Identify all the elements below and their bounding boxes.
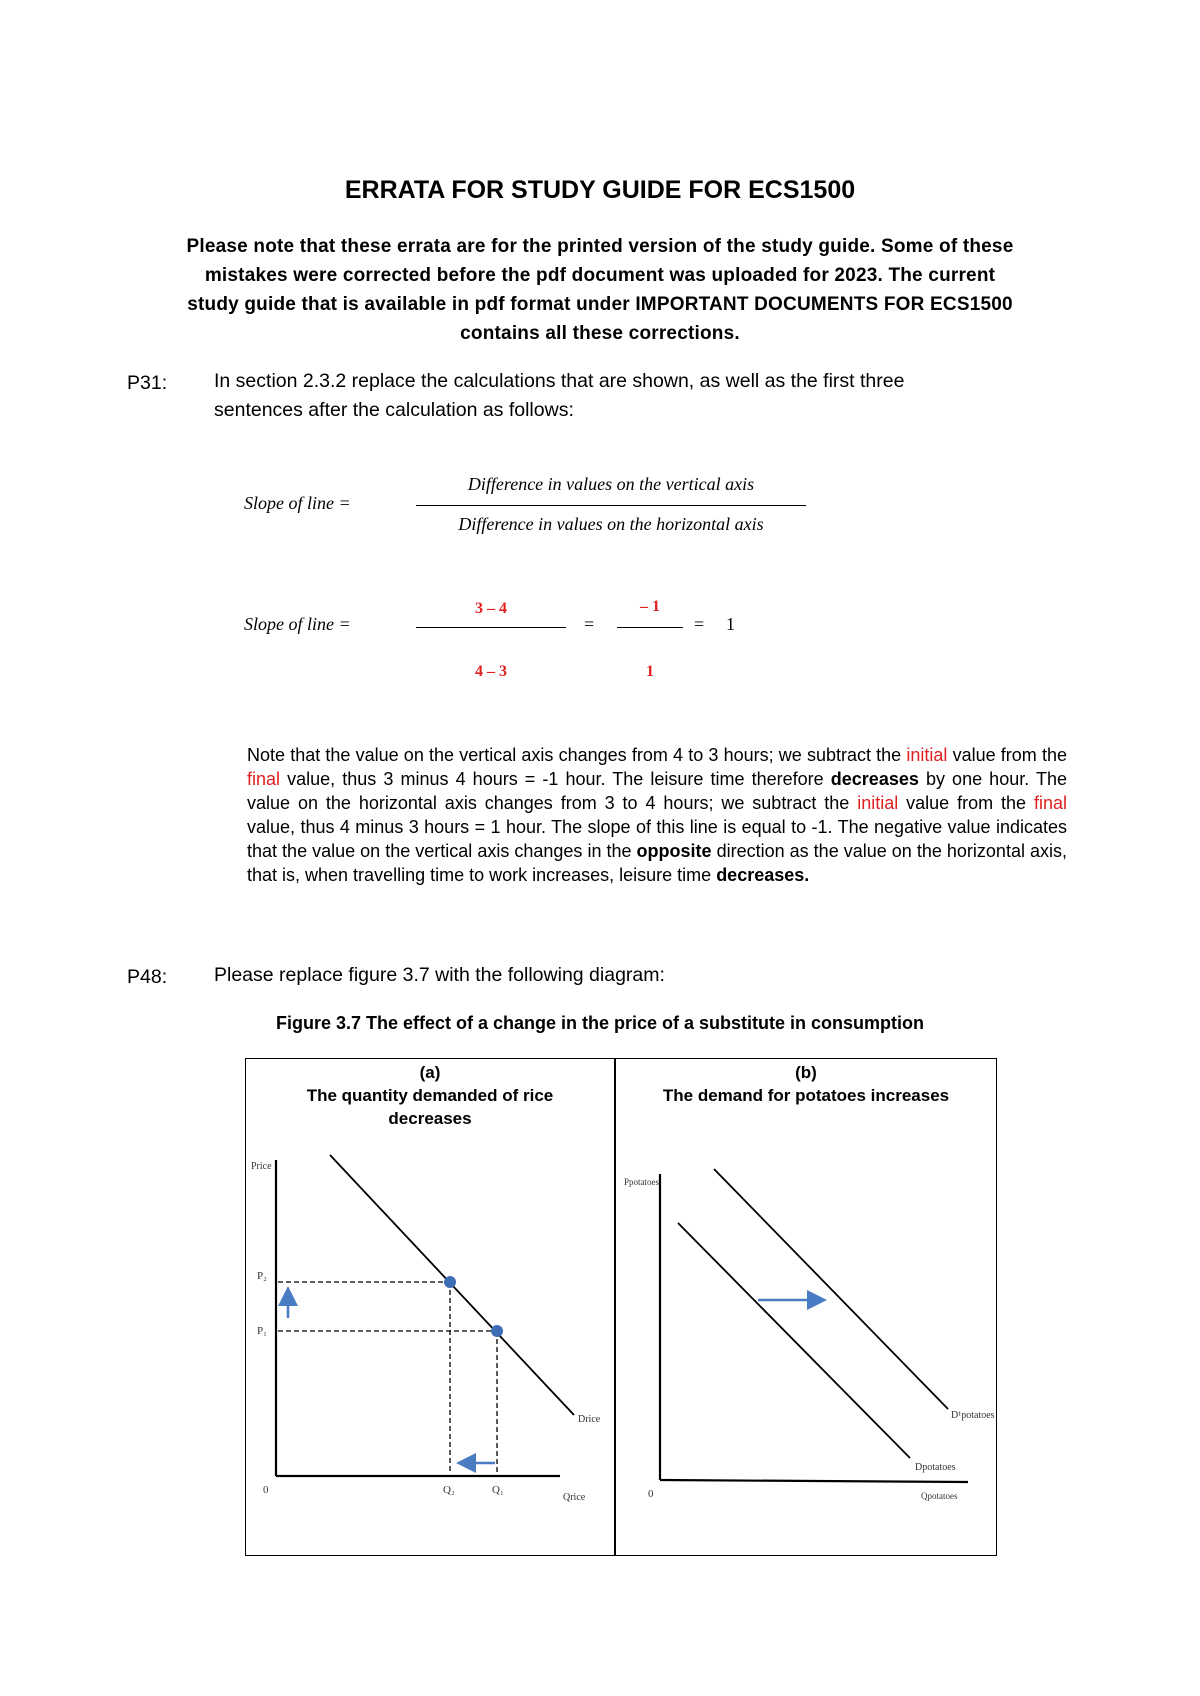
panel-a-p2-label: P₂ bbox=[257, 1270, 267, 1282]
panel-b-curve-original-label: Dpotatoes bbox=[915, 1462, 956, 1473]
panel-b-x-axis-label: Qpotatoes bbox=[921, 1491, 958, 1501]
p31-line-1: In section 2.3.2 replace the calculations that are shown, as well as the first three bbox=[214, 370, 905, 392]
panel-b-x-axis bbox=[660, 1480, 968, 1482]
para-text-4: by one hour. The value on the horizontal axis changes from 3 to 4 hours; we subtract the bbox=[247, 769, 1067, 813]
calc-lhs: Slope of line = bbox=[244, 614, 351, 634]
para-final-2: final bbox=[1033, 793, 1068, 813]
panel-b-demand-curve-original bbox=[678, 1223, 910, 1458]
para-text-3: value, thus 3 minus 4 hours = -1 hour. The leisure time therefore bbox=[280, 769, 831, 789]
calc-denominator-1: 4 – 3 bbox=[475, 663, 507, 680]
panel-a-origin: 0 bbox=[263, 1484, 269, 1496]
panel-b-title-1: The demand for potatoes increases bbox=[662, 1086, 950, 1105]
panel-b-origin: 0 bbox=[648, 1488, 654, 1500]
calc-equals-1: = bbox=[584, 614, 595, 634]
panel-a-x-axis-label: Qrice bbox=[563, 1492, 586, 1503]
panel-a-letter: (a) bbox=[419, 1063, 441, 1082]
calc-result: 1 bbox=[726, 614, 735, 634]
para-text-5: value from the bbox=[898, 793, 1034, 813]
calc-denominator-2: 1 bbox=[646, 663, 654, 680]
para-decreases-2: decreases. bbox=[716, 865, 810, 885]
panel-b-y-axis-label: Ppotatoes bbox=[624, 1177, 659, 1187]
para-final-1: final bbox=[247, 769, 281, 789]
panel-b-demand-curve-new bbox=[714, 1169, 948, 1409]
p48-label: P48: bbox=[127, 966, 168, 988]
para-text-2: value from the bbox=[947, 745, 1067, 765]
panel-a-point-p1q1 bbox=[491, 1325, 503, 1337]
p31-label: P31: bbox=[127, 372, 168, 394]
figure-title: Figure 3.7 The effect of a change in the price of a substitute in consumption bbox=[275, 1013, 925, 1033]
calc-equals-2: = bbox=[694, 614, 705, 634]
formula-lhs: Slope of line = bbox=[244, 493, 351, 513]
formula-numerator: Difference in values on the vertical axis bbox=[467, 474, 755, 494]
panel-a-title-2: decreases bbox=[388, 1109, 472, 1128]
p48-instruction: Please replace figure 3.7 with the following diagram: bbox=[214, 964, 665, 986]
calc-numerator-2: – 1 bbox=[640, 598, 660, 615]
panel-a-q2-label: Q₂ bbox=[443, 1484, 455, 1496]
panel-b-curve-new-label: D¹potatoes bbox=[951, 1410, 995, 1421]
panel-a-q1-label: Q₁ bbox=[492, 1484, 504, 1496]
note-line-4: contains all these corrections. bbox=[460, 323, 740, 344]
formula-denominator: Difference in values on the horizontal axis bbox=[458, 514, 764, 534]
calc-numerator-1: 3 – 4 bbox=[475, 600, 507, 617]
note-line-3: study guide that is available in pdf format under IMPORTANT DOCUMENTS FOR ECS1500 bbox=[187, 294, 1013, 315]
panel-a-curve-label: Drice bbox=[578, 1414, 601, 1425]
para-opposite: opposite bbox=[636, 841, 712, 861]
para-text-1: Note that the value on the vertical axis changes from 4 to 3 hours; we subtract the bbox=[247, 745, 907, 765]
note-line-1: Please note that these errata are for the printed version of the study guide. Some of these bbox=[186, 236, 1014, 257]
para-decreases-1: decreases bbox=[830, 769, 919, 789]
note-line-2: mistakes were corrected before the pdf document was uploaded for 2023. The current bbox=[204, 265, 996, 286]
document-title: ERRATA FOR STUDY GUIDE FOR ECS1500 bbox=[344, 176, 856, 204]
p31-line-2: sentences after the calculation as follows: bbox=[214, 399, 574, 421]
para-initial-1: initial bbox=[906, 745, 948, 765]
panel-a-title-1: The quantity demanded of rice bbox=[306, 1086, 554, 1105]
panel-a-point-p2q2 bbox=[444, 1276, 456, 1288]
para-text-6: value, thus 4 minus 3 hours = 1 hour. The slope of this line is equal to -1. The negative value indicates that the value on the vertical axis changes in the bbox=[247, 817, 1067, 861]
para-initial-2: initial bbox=[857, 793, 899, 813]
para-text-7: direction as the value on the horizontal axis, that is, when travelling time to work increases, leisure time bbox=[247, 841, 1067, 885]
panel-b-letter: (b) bbox=[795, 1063, 817, 1082]
panel-a-y-axis-label: Price bbox=[251, 1161, 272, 1172]
panel-a-p1-label: P₁ bbox=[257, 1325, 267, 1337]
